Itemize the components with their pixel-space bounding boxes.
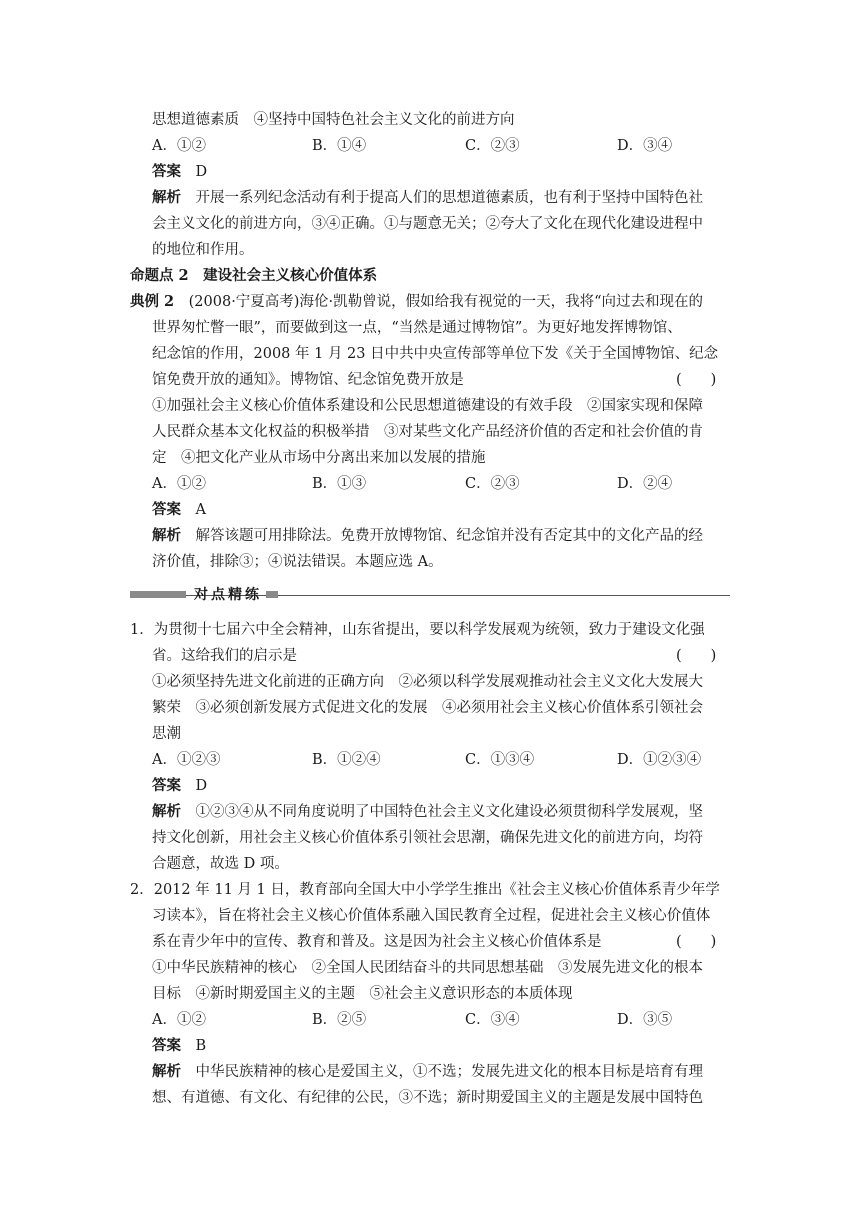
- option-a: A．①②③: [152, 752, 221, 768]
- item-line: 思潮: [152, 726, 181, 742]
- item-line: 繁荣 ③必须创新发展方式促进文化的发展 ④必须用社会主义核心价值体系引领社会: [152, 700, 703, 716]
- answer-label: 答案: [152, 501, 181, 518]
- answer-label: 答案: [152, 163, 181, 180]
- option-a: A．①②: [152, 476, 206, 492]
- option-d: D．③⑤: [617, 1012, 673, 1028]
- proposition-label: 命题点 2: [130, 267, 189, 284]
- question-1-line: 1．为贯彻十七届六中全会精神，山东省提出，要以科学发展观为统领，致力于建设文化强: [130, 622, 705, 638]
- option-a: A．①②: [152, 138, 206, 154]
- analysis-label: 解析: [152, 189, 181, 206]
- option-d: D．③④: [617, 138, 673, 154]
- answer-value: A: [195, 502, 206, 518]
- answer-label: 答案: [152, 1037, 181, 1054]
- option-a: A．①②: [152, 1012, 206, 1028]
- question-2-line: 2．2012 年 11 月 1 日，教育部向全国大中小学学生推出《社会主义核心价值体系青少年学: [130, 882, 720, 898]
- option-b: B．①④: [312, 138, 367, 154]
- section-banner: [130, 585, 280, 605]
- answer-line: [152, 776, 207, 796]
- item-line: ①加强社会主义核心价值体系建设和公民思想道德建设的有效手段 ②国家实现和保障: [152, 398, 703, 414]
- proposition-heading: [130, 266, 377, 286]
- example-line: 馆免费开放的通知》。博物馆、纪念馆免费开放是: [152, 372, 464, 388]
- answer-blank: ( ): [676, 648, 717, 664]
- analysis-line: 持文化创新，用社会主义核心价值体系引领社会思潮，确保先进文化的前进方向，均符: [152, 830, 703, 846]
- analysis-line: 解析 ①②③④从不同角度说明了中国特色社会主义文化建设必须贯彻科学发展观，坚: [152, 803, 703, 820]
- section-title: 对点精练: [194, 587, 262, 603]
- answer-line: [152, 1036, 206, 1056]
- banner-bar-right: [266, 591, 278, 598]
- item-line: 人民群众基本文化权益的积极举措 ③对某些文化产品经济价值的否定和社会价值的肯: [152, 424, 703, 440]
- item-line: ①必须坚持先进文化前进的正确方向 ②必须以科学发展观推动社会主义文化大发展大: [152, 674, 703, 690]
- analysis-line: 解析 解答该题可用排除法。免费开放博物馆、纪念馆并没有否定其中的文化产品的经: [152, 527, 703, 544]
- option-c: C．①③④: [465, 752, 535, 768]
- prev-question-tail: 思想道德素质 ④坚持中国特色社会主义文化的前进方向: [152, 112, 515, 128]
- example-line: 世界匆忙瞥一眼”，而要做到这一点，“当然是通过博物馆”。为更好地发挥博物馆、: [152, 320, 682, 336]
- option-c: C．②③: [465, 138, 520, 154]
- analysis-label: 解析: [152, 527, 181, 544]
- item-line: 定 ④把文化产业从市场中分离出来加以发展的措施: [152, 450, 486, 466]
- analysis-line: 会主义文化的前进方向，③④正确。①与题意无关；②夸大了文化在现代化建设进程中: [152, 216, 703, 232]
- example-line: 典例 2 (2008·宁夏高考)海伦·凯勒曾说，假如给我有视觉的一天，我将“向过去和现在的: [130, 293, 703, 310]
- answer-line: [152, 162, 207, 182]
- answer-line: [152, 500, 206, 520]
- analysis-label: 解析: [152, 803, 181, 820]
- item-line: 目标 ④新时期爱国主义的主题 ⑤社会主义意识形态的本质体现: [152, 986, 573, 1002]
- analysis-line: 解析 开展一系列纪念活动有利于提高人们的思想道德素质，也有利于坚持中国特色社: [152, 189, 703, 206]
- option-b: B．①②④: [312, 752, 381, 768]
- option-d: D．①②③④: [617, 752, 702, 768]
- answer-value: D: [195, 778, 208, 794]
- option-c: C．②③: [465, 476, 520, 492]
- analysis-line: 想、有道德、有文化、有纪律的公民，③不选；新时期爱国主义的主题是发展中国特色: [152, 1090, 703, 1106]
- analysis-label: 解析: [152, 1063, 181, 1080]
- answer-value: B: [195, 1038, 207, 1054]
- question-2-line: 习读本》，旨在将社会主义核心价值体系融入国民教育全过程，促进社会主义核心价值体: [152, 908, 711, 924]
- example-line: 纪念馆的作用，2008 年 1 月 23 日中共中央宣传部等单位下发《关于全国博物馆、纪念: [152, 346, 719, 362]
- analysis-line: 济价值，排除③；④说法错误。本题应选 A。: [152, 554, 443, 570]
- question-number: 2．: [130, 882, 154, 898]
- answer-label: 答案: [152, 777, 181, 794]
- proposition-title: 建设社会主义核心价值体系: [203, 267, 378, 284]
- question-2-line: 系在青少年中的宣传、教育和普及。这是因为社会主义核心价值体系是: [152, 934, 602, 950]
- option-d: D．②④: [617, 476, 673, 492]
- option-b: B．②⑤: [312, 1012, 367, 1028]
- item-line: ①中华民族精神的核心 ②全国人民团结奋斗的共同思想基础 ③发展先进文化的根本: [152, 960, 703, 976]
- answer-blank: ( ): [676, 934, 717, 950]
- option-b: B．①③: [312, 476, 367, 492]
- answer-blank: ( ): [676, 372, 717, 388]
- question-number: 1．: [130, 622, 154, 638]
- analysis-line: 合题意，故选 D 项。: [152, 856, 289, 872]
- analysis-line: 的地位和作用。: [152, 242, 254, 258]
- answer-value: D: [195, 164, 208, 180]
- option-c: C．③④: [465, 1012, 520, 1028]
- banner-bar-left: [130, 591, 186, 598]
- analysis-line: 解析 中华民族精神的核心是爱国主义，①不选；发展先进文化的根本目标是培育有理: [152, 1063, 703, 1080]
- example-label: 典例 2: [130, 293, 175, 310]
- question-1-line: 省。这给我们的启示是: [152, 648, 297, 664]
